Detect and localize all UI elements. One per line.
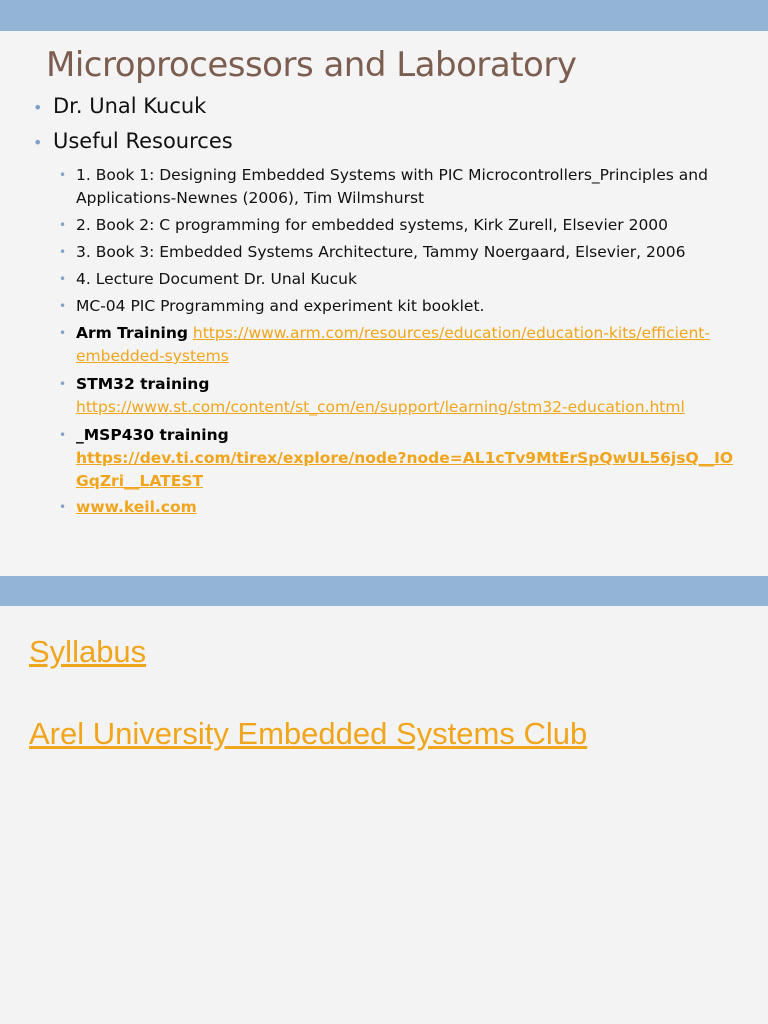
msp430-training-link[interactable]: https://dev.ti.com/tirex/explore/node?node=AL1cTv9MtErSpQwUL56jsQ__IOGqZri__LATEST bbox=[76, 449, 734, 490]
embedded-systems-club-link[interactable]: Arel University Embedded Systems Club bbox=[29, 716, 588, 751]
resource-text: MC-04 PIC Programming and experiment kit booklet. bbox=[76, 297, 485, 315]
slide-page bbox=[0, 31, 768, 576]
top-band bbox=[0, 0, 768, 31]
bullet-text: Dr. Unal Kucuk bbox=[53, 94, 207, 118]
resource-book-1 bbox=[59, 164, 736, 210]
bullet-dot-icon: • bbox=[59, 168, 67, 182]
bullet-useful-resources bbox=[33, 129, 233, 153]
bullet-dot-icon: • bbox=[59, 500, 67, 514]
resource-book-3 bbox=[59, 241, 736, 264]
bullet-dot-icon: • bbox=[59, 245, 67, 259]
bullet-dot-icon: • bbox=[59, 326, 67, 340]
bullet-text: Useful Resources bbox=[53, 129, 233, 153]
syllabus-link[interactable]: Syllabus bbox=[29, 634, 147, 669]
bullet-dot-icon: • bbox=[59, 377, 67, 391]
bullet-dot-icon: • bbox=[59, 218, 67, 232]
slide-title: Microprocessors and Laboratory bbox=[46, 45, 577, 85]
divider-band bbox=[0, 576, 768, 606]
arm-training-link[interactable]: https://www.arm.com/resources/education/education-kits/efficient-embedded-systems bbox=[76, 324, 710, 365]
resource-text: 1. Book 1: Designing Embedded Systems with PIC Microcontrollers_Principles and Applications-Newnes (2006), Tim Wilmshurst bbox=[76, 166, 708, 207]
resource-msp430-training bbox=[59, 424, 736, 493]
resource-stm32-training bbox=[59, 373, 736, 419]
resource-kit-booklet bbox=[59, 295, 736, 318]
bullet-dot-icon: • bbox=[59, 299, 67, 313]
bullet-dot-icon: • bbox=[33, 98, 43, 117]
bullet-dot-icon: • bbox=[33, 133, 43, 152]
resource-text: 2. Book 2: C programming for embedded systems, Kirk Zurell, Elsevier 2000 bbox=[76, 216, 669, 234]
resource-label: _MSP430 training bbox=[76, 426, 229, 444]
resource-label: STM32 training bbox=[76, 375, 210, 393]
resource-text: 3. Book 3: Embedded Systems Architecture, Tammy Noergaard, Elsevier, 2006 bbox=[76, 243, 686, 261]
bullet-dot-icon: • bbox=[59, 272, 67, 286]
bullet-dot-icon: • bbox=[59, 428, 67, 442]
resource-text: 4. Lecture Document Dr. Unal Kucuk bbox=[76, 270, 357, 288]
resource-label: Arm Training bbox=[76, 324, 188, 342]
keil-link[interactable]: www.keil.com bbox=[76, 498, 197, 516]
resource-keil bbox=[59, 496, 736, 519]
stm32-training-link[interactable]: https://www.st.com/content/st_com/en/support/learning/stm32-education.html bbox=[76, 398, 685, 416]
resource-lecture-document bbox=[59, 268, 736, 291]
bullet-instructor bbox=[33, 94, 207, 118]
resource-book-2 bbox=[59, 214, 736, 237]
resource-arm-training bbox=[59, 322, 736, 368]
